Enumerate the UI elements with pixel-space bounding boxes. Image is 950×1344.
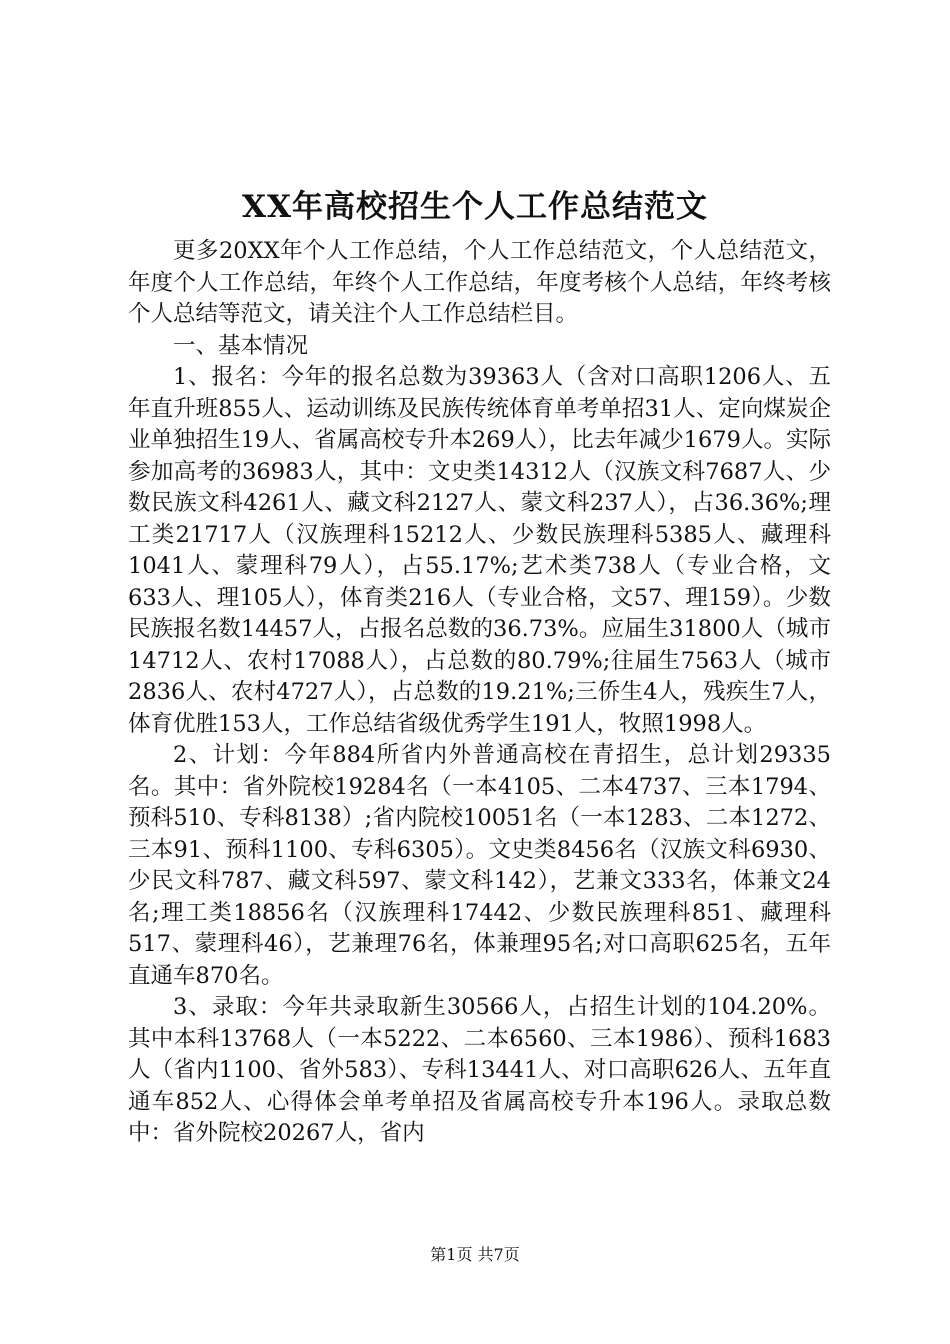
section-heading-basic-situation: 一、基本情况: [173, 332, 309, 359]
document-title: XX年高校招生个人工作总结范文: [241, 189, 709, 225]
intro-paragraph: 更多20XX年个人工作总结，个人工作总结范文，个人总结范文，年度个人工作总结，年终个人工作总结，年度考核个人总结，年终考核个人总结等范文，请关注个人工作总结栏目。: [128, 238, 831, 327]
paragraph-registration: 1、报名：今年的报名总数为39363人（含对口高职1206人、五年直升班855人、运动训练及民族传统体育单考单招31人、定向煤炭企业单独招生19人、省属高校专升本269人），比去年减少1679人。实际参加高考的36983人，其中：文史类14312人（汉族文科7687人、少数民族文科4261人、藏文科2127人、蒙文科237人），占36.36%;理工类21717人（汉族理科15212人、少数民族理科5385人、藏理科1041人、蒙理科79人），占55.17%;艺术类738人（专业合格，文633人、理105人），体育类216人（专业合格，文57、理159）。少数民族报名数14457人，占报名总数的36.73%。应届生31800人（城市14712人、农村17088人），占总数的80.79%;往届生7563人（城市2836人、农村4727人），占总数的19.21%;三侨生4人，残疾生7人，体育优胜153人，工作总结省级优秀学生191人，牧照1998人。: [128, 364, 831, 737]
paragraph-plan: 2、计划：今年884所省内外普通高校在青招生，总计划29335名。其中：省外院校19284名（一本4105、二本4737、三本1794、预科510、专科8138）;省内院校10051名（一本1283、二本1272、三本91、预科1100、专科6305）。文史类8456名（汉族文科6930、少民文科787、藏文科597、蒙文科142），艺兼文333名，体兼文24名;理工类18856名（汉族理科17442、少数民族理科851、藏理科517、蒙理科46），艺兼理76名，体兼理95名;对口高职625名，五年直通车870名。: [128, 742, 831, 989]
paragraph-admission: 3、录取：今年共录取新生30566人，占招生计划的104.20%。其中本科13768人（一本5222、二本6560、三本1986）、预科1683人（省内1100、省外583）、专科13441人、对口高职626人、五年直通车852人、心得体会单考单招及省属高校专升本196人。录取总数中：省外院校20267人，省内: [128, 994, 831, 1146]
page-footer: 第1页 共7页: [430, 1245, 520, 1264]
document-body: [128, 236, 831, 1150]
